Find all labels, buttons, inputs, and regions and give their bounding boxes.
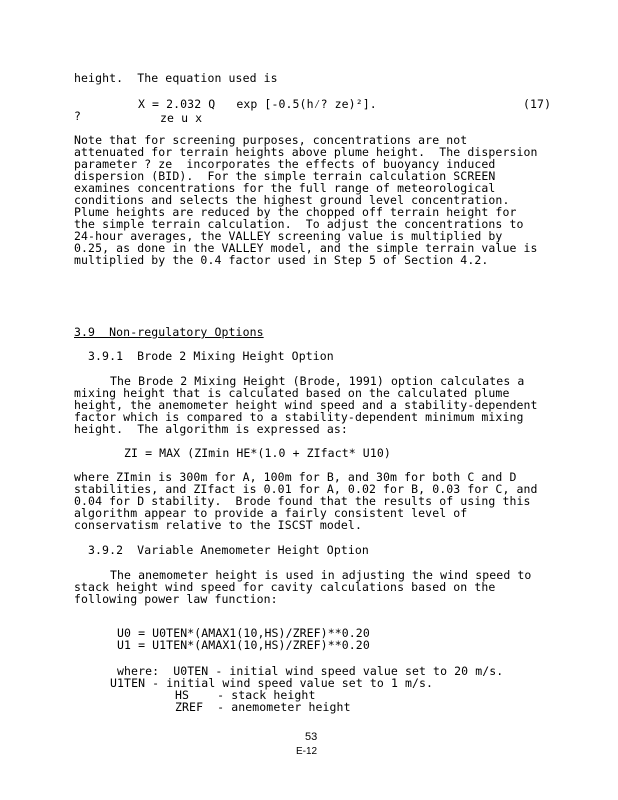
text-line: height. The algorithm is expressed as: [74, 422, 348, 436]
text-line: mixing height that is calculated based on the calculated plume [74, 386, 510, 400]
text-line: ZI = MAX (ZImin HE*(1.0 + ZIfact* U10) [124, 446, 391, 460]
text-line: U1 = U1TEN*(AMAX1(10,HS)/ZREF)**0.20 [117, 638, 370, 652]
text-line: examines concentrations for the full range of meteorological [74, 181, 496, 195]
text-line: (17) [523, 97, 552, 111]
text-line: multiplied by the 0.4 factor used in Step 5 of Section 4.2. [74, 253, 489, 267]
text-line: where: U0TEN - initial wind speed value set to 20 m/s. [117, 664, 504, 678]
text-line: ZREF - anemometer height [175, 700, 351, 714]
text-line: 3.9.2 Variable Anemometer Height Option [88, 543, 369, 557]
text-line: height, the anemometer height wind speed and a stability-dependent [74, 398, 538, 412]
text-line: Plume heights are reduced by the chopped off terrain height for [74, 205, 517, 219]
text-line: parameter ? ze incorporates the effects of buoyancy induced [74, 157, 496, 171]
text-line: stack height wind speed for cavity calculations based on the [74, 580, 496, 594]
text-line: conservatism relative to the ISCST model. [74, 518, 362, 532]
text-line: attenuated for terrain heights above plume height. The dispersion [74, 145, 538, 159]
text-line: The anemometer height is used in adjusting the wind speed to [110, 568, 532, 582]
text-line: U0 = U0TEN*(AMAX1(10,HS)/ZREF)**0.20 [117, 626, 370, 640]
text-line: X = 2.032 Q exp [-0.5(h⁄? ze)²]. [138, 97, 377, 111]
text-line: ze u x [160, 111, 203, 125]
text-line: 3.9 Non-regulatory Options [74, 325, 264, 339]
text-line: the simple terrain calculation. To adjust the concentrations to [74, 217, 524, 231]
text-line: dispersion (BID). For the simple terrain calculation SCREEN [74, 169, 496, 183]
text-line: ? [74, 109, 82, 123]
text-line: Note that for screening purposes, concentrations are not [74, 133, 468, 147]
text-line: where ZImin is 300m for A, 100m for B, and 30m for both C and D [74, 470, 517, 484]
text-line: The Brode 2 Mixing Height (Brode, 1991) option calculates a [110, 374, 525, 388]
text-line: 0.25, as done in the VALLEY model, and the simple terrain value is [74, 241, 538, 255]
appendix-page-number: E-12 [296, 746, 318, 757]
text-line: factor which is compared to a stability-dependent minimum mixing [74, 410, 524, 424]
text-line: stabilities, and ZIfact is 0.01 for A, 0.02 for B, 0.03 for C, and [74, 482, 538, 496]
text-line: following power law function: [74, 592, 278, 606]
text-line: 0.04 for D stability. Brode found that the results of using this [74, 494, 531, 508]
text-line: height. The equation used is [74, 71, 278, 85]
text-line: 24-hour averages, the VALLEY screening value is multiplied by [74, 229, 503, 243]
text-line: algorithm appear to provide a fairly consistent level of [74, 506, 468, 520]
text-line: U1TEN - initial wind speed value set to 1 m/s. [110, 676, 434, 690]
text-line: HS - stack height [175, 688, 316, 702]
text-line: 3.9.1 Brode 2 Mixing Height Option [88, 349, 334, 363]
text-line: conditions and selects the highest ground level concentration. [74, 193, 510, 207]
page-number: 53 [305, 731, 318, 743]
